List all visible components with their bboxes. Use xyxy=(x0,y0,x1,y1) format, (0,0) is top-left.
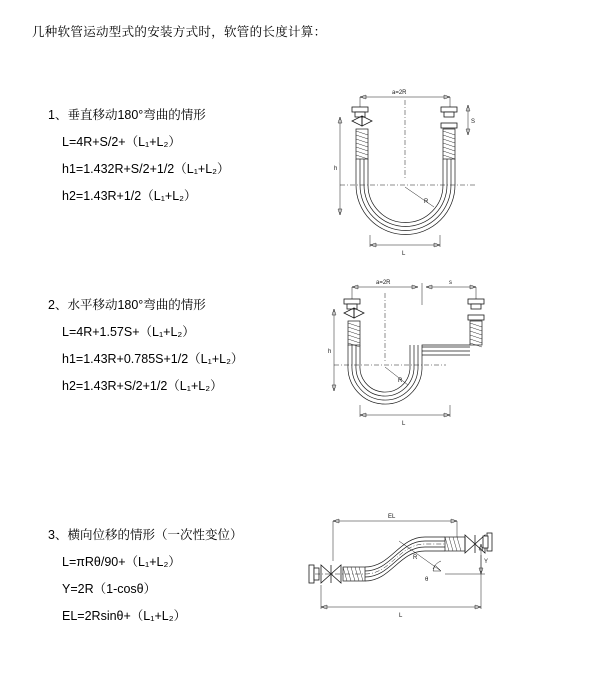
figure-lateral-offset xyxy=(295,503,505,643)
dim-label-r: R xyxy=(424,199,429,205)
section-2-formula-1: L=4R+1.57S+（L₁+L₂） xyxy=(62,325,195,339)
dim-label-l-2: L xyxy=(402,421,406,427)
dim-label-a2r-2: a=2R xyxy=(376,280,391,286)
section-3-heading-text: 横向位移的情形（一次性变位） xyxy=(67,528,243,542)
section-3-formula-2: Y=2R（1-cosθ） xyxy=(62,582,157,596)
page-title: 几种软管运动型式的安装方式时，软管的长度计算： xyxy=(32,25,327,39)
dim-label-l-3: L xyxy=(399,613,403,619)
section-3-formula-1: L=πRθ/90+（L₁+L₂） xyxy=(62,555,181,569)
dim-label-l: L xyxy=(402,251,406,257)
dim-label-el: EL xyxy=(388,514,396,520)
section-3-text xyxy=(48,525,308,633)
section-1-formula-2: h1=1.432R+S/2+1/2（L₁+L₂） xyxy=(62,162,230,176)
figure-horizontal-180-bend xyxy=(300,265,500,445)
section-3-figure xyxy=(295,503,505,643)
section-1-text xyxy=(48,105,308,213)
dim-label-s-2: s xyxy=(449,280,452,286)
section-2-heading xyxy=(48,295,308,313)
section-1-heading-text: 垂直移动180°弯曲的情形 xyxy=(67,108,206,122)
section-1-formula-3: h2=1.43R+1/2（L₁+L₂） xyxy=(62,189,197,203)
figure-vertical-180-bend xyxy=(300,75,500,275)
dim-label-a2r: a=2R xyxy=(392,90,407,96)
section-1-index: 1、 xyxy=(48,108,68,122)
dim-label-h: h xyxy=(334,166,338,172)
section-2-formula-2: h1=1.43R+0.785S+1/2（L₁+L₂） xyxy=(62,352,244,366)
section-3-formula-3: EL=2Rsinθ+（L₁+L₂） xyxy=(62,609,187,623)
dim-label-r-3: R xyxy=(413,555,418,561)
section-2-formula-3: h2=1.43R+S/2+1/2（L₁+L₂） xyxy=(62,379,223,393)
section-1-formula-1: L=4R+S/2+（L₁+L₂） xyxy=(62,135,181,149)
section-2-heading-text: 水平移动180°弯曲的情形 xyxy=(67,298,206,312)
section-2-index: 2、 xyxy=(48,298,68,312)
dim-label-y: Y xyxy=(484,559,489,565)
dim-label-r-2: R xyxy=(398,378,403,384)
section-2-figure xyxy=(300,265,500,445)
section-3-heading xyxy=(48,525,308,543)
dim-label-s: S xyxy=(471,119,476,125)
dim-label-h-2: h xyxy=(328,349,332,355)
dim-label-theta: θ xyxy=(425,577,429,583)
section-2-text xyxy=(48,295,308,403)
section-1-figure xyxy=(300,75,500,275)
section-3-index: 3、 xyxy=(48,528,68,542)
section-1-heading xyxy=(48,105,308,123)
